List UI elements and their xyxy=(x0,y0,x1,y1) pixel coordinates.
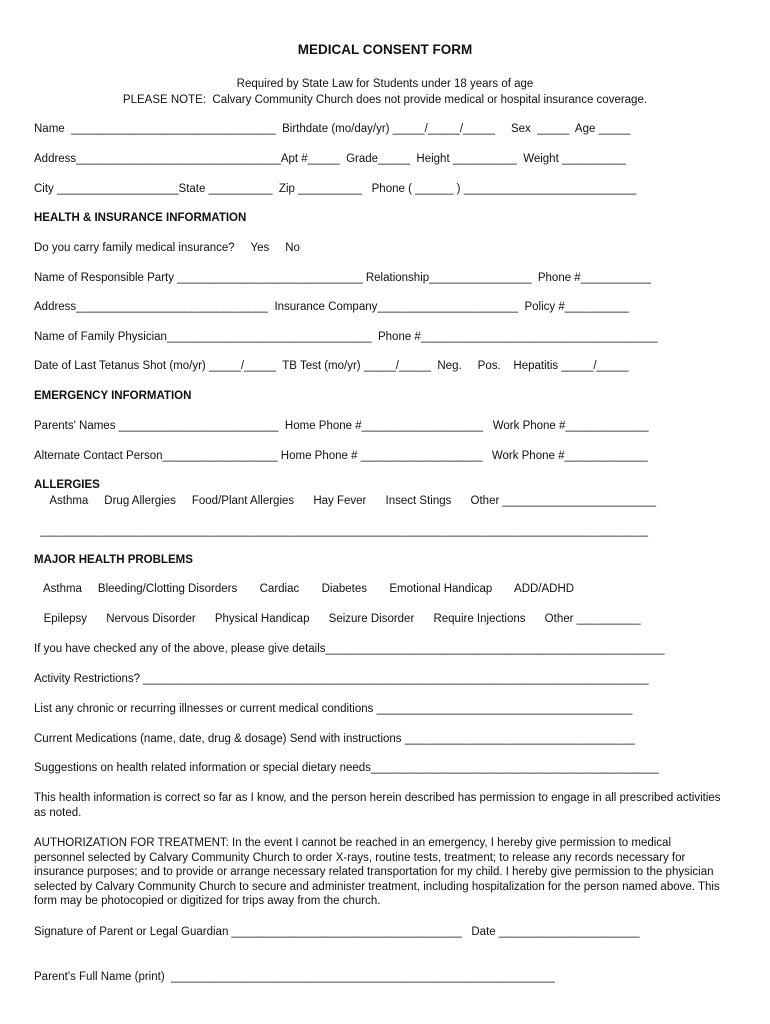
signature-date-line[interactable]: Signature of Parent or Legal Guardian ____________________________________ Date ______________________ xyxy=(34,926,640,938)
dietary-needs-line[interactable]: Suggestions on health related information or special dietary needs_____________________________________________ xyxy=(34,762,659,774)
activity-restrictions-line[interactable]: Activity Restrictions? _______________________________________________________________________________ xyxy=(34,673,649,685)
parent-full-name-line[interactable]: Parent's Full Name (print) ____________________________________________________________ xyxy=(34,971,555,983)
name-birthdate-line[interactable]: Name ________________________________ Birthdate (mo/day/yr) _____/_____/_____ Sex _____ Age _____ xyxy=(34,123,631,135)
health-problems-row-2[interactable]: Epilepsy Nervous Disorder Physical Handicap Seizure Disorder Require Injections Other __________ xyxy=(34,613,641,625)
health-problems-row-1[interactable]: Asthma Bleeding/Clotting Disorders Cardiac Diabetes Emotional Handicap ADD/ADHD xyxy=(34,583,575,595)
subtitle-requirement: Required by State Law for Students under 18 years of age xyxy=(236,78,534,90)
emergency-header: EMERGENCY INFORMATION xyxy=(34,390,192,402)
tetanus-tb-line[interactable]: Date of Last Tetanus Shot (mo/yr) _____/_____ TB Test (mo/yr) _____/_____ Neg. Pos. Hepatitis _____/_____ xyxy=(34,360,629,372)
major-health-header: MAJOR HEALTH PROBLEMS xyxy=(34,554,193,566)
insurance-address-line[interactable]: Address______________________________ Insurance Company______________________ Policy #__________ xyxy=(34,301,629,313)
alternate-contact-line[interactable]: Alternate Contact Person__________________ Home Phone # ___________________ Work Phone #_____________ xyxy=(34,450,648,462)
health-statement: This health information is correct so far as I know, and the person herein described has permission to engage in all prescribed activities as noted. xyxy=(34,792,721,819)
medications-line[interactable]: Current Medications (name, date, drug & dosage) Send with instructions ____________________________________ xyxy=(34,733,635,745)
allergies-list[interactable]: Asthma Drug Allergies Food/Plant Allergies Hay Fever Insect Stings Other ________________________ xyxy=(34,495,656,507)
subtitle-note: PLEASE NOTE: Calvary Community Church does not provide medical or hospital insurance coverage. xyxy=(122,94,648,106)
address-line[interactable]: Address________________________________Apt #_____ Grade_____ Height __________ Weight __________ xyxy=(34,153,626,165)
parents-names-line[interactable]: Parents' Names _________________________ Home Phone #___________________ Work Phone #_____________ xyxy=(34,420,649,432)
health-insurance-header: HEALTH & INSURANCE INFORMATION xyxy=(34,212,247,224)
insurance-question[interactable]: Do you carry family medical insurance? Yes No xyxy=(34,242,300,254)
allergies-blank-line[interactable]: _______________________________________________________________________________________________ xyxy=(34,525,648,537)
details-line[interactable]: If you have checked any of the above, please give details_____________________________________________________ xyxy=(34,643,665,655)
chronic-illness-line[interactable]: List any chronic or recurring illnesses or current medical conditions ________________________________________ xyxy=(34,703,633,715)
page-title: MEDICAL CONSENT FORM xyxy=(297,42,473,57)
allergies-header: ALLERGIES xyxy=(34,479,100,491)
responsible-party-line[interactable]: Name of Responsible Party _____________________________ Relationship________________ Phone #___________ xyxy=(34,272,652,284)
physician-line[interactable]: Name of Family Physician________________________________ Phone #_____________________________________ xyxy=(34,331,658,343)
city-state-zip-line[interactable]: City ___________________State __________ Zip __________ Phone ( ______ ) ___________________________ xyxy=(34,183,637,195)
authorization-paragraph: AUTHORIZATION FOR TREATMENT: In the event I cannot be reached in an emergency, I hereby give permission to medical personnel selected by Calvary Community Church to order X-rays, routine tests, treatment; to release any records necessary for insurance purposes; and to provide or arrange necessary related transportation for my child. I hereby give permission to the physician selected by Calvary Community Church to secure and administer treatment, including hospitalization for the person named above. This form may be photocopied or digitized for trips away from the church. xyxy=(34,837,720,908)
